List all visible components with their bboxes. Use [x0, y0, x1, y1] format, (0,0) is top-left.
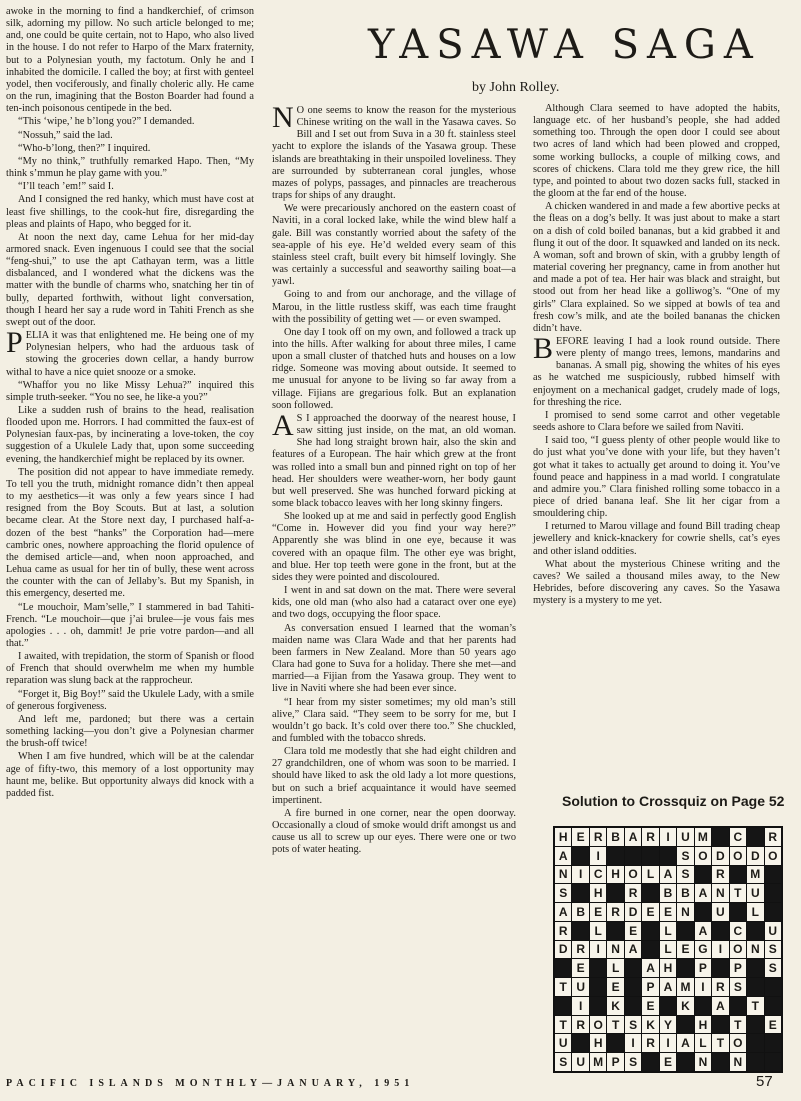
paragraph-text: “This ‘wipe,’ he b’long you?” I demanded. [18, 116, 195, 128]
article-paragraph [272, 408, 516, 510]
crossword-cell: E [660, 903, 676, 921]
crossword-cell: R [607, 903, 623, 921]
crossword-block [625, 997, 641, 1015]
crossword-cell: A [677, 1034, 693, 1052]
crossword-block [695, 903, 711, 921]
paragraph-text: I returned to Marou village and found Bill trading cheap jewellery and knick-knackery for cowrie shells, cat’s eyes and other island oddities. [533, 521, 780, 557]
article-paragraph [272, 203, 516, 288]
crossword-cell: C [590, 866, 606, 884]
crossword-cell: H [590, 1034, 606, 1052]
crossword-cell: U [572, 978, 588, 996]
crossword-block [677, 959, 693, 977]
paragraph-text: A fire burned in one corner, near the open doorway. Occasionally a cloud of smoke would drift amongst us and cause us all to screw up our eyes. There were one or two pots of water heating. [272, 807, 516, 856]
article-column-3 [533, 103, 780, 608]
crossword-cell: U [555, 1034, 571, 1052]
crossword-cell: E [590, 903, 606, 921]
crossword-block [555, 997, 571, 1015]
article-paragraph [6, 651, 254, 687]
paragraph-text: I awaited, with trepidation, the storm of Spanish or flood of French that should overwhelm me when my humble reparation was slung back at the rapprocheur. [6, 651, 254, 687]
crossword-grid [553, 826, 783, 1073]
crossword-block [625, 959, 641, 977]
crossword-cell: L [747, 903, 763, 921]
paragraph-text: “Forget it, Big Boy!” said the Ukulele Lady, with a smile of generous forgiveness. [6, 688, 254, 712]
paragraph-text: As conversation ensued I learned that the woman’s maiden name was Clara Wade and that her parents had been farmers in New Zealand. More than 50 years ago Clara had gone to Suva for a holiday. There she met—and married—a Fijian from the Yasawa group. They went to live in Naviti where she had been ever since. [272, 622, 516, 695]
crossword-cell: T [555, 1016, 571, 1034]
crossword-cell: T [712, 1034, 728, 1052]
crossword-cell: P [695, 959, 711, 977]
crossword-block [747, 922, 763, 940]
crossword-cell: H [590, 884, 606, 902]
crossword-cell: I [590, 847, 606, 865]
paragraph-text: awoke in the morning to find a handkerchief, of crimson silk, adorning my pillow. No such article belonged to me; and, one could be quite certain, not to Hapo, who also lived in the house. I do not refer to Harpo of the Marx fraternity, but to a Polynesian youth, my factotum. Only he and I inhabited the domicile. I called the boy; at first with genteel yodel, then vociferously, and finally choleric ally. He came on the run, imagining that the Boston Boarder had found a ten-inch poisonous centipede in the bed. [6, 6, 254, 115]
crossword-block [660, 997, 676, 1015]
crossword-block [695, 997, 711, 1015]
article-paragraph [533, 410, 780, 434]
paragraph-text: “Who-b’long, then?” I inquired. [18, 142, 151, 154]
crossword-block [765, 866, 781, 884]
crossword-cell: R [625, 884, 641, 902]
crossword-cell: E [642, 997, 658, 1015]
crossword-cell: K [607, 997, 623, 1015]
crossword-cell: E [765, 1016, 781, 1034]
crossword-cell: H [555, 828, 571, 846]
crossword-block [625, 847, 641, 865]
crossword-block [642, 847, 658, 865]
crossword-cell: L [660, 941, 676, 959]
paragraph-text: I said too, “I guess plenty of other people would like to do just what you’ve done with your life, but they haven’t got what it takes to actually get around to doing it. You’ve found peace and happiness in a mad world. I congratulate and admire you.” Clara finished rolling some tobacco in a piece of dried banana leaf. She lit her cigar from a smouldering chip. [533, 435, 780, 520]
crossword-block [747, 1053, 763, 1071]
crossword-cell: U [572, 1053, 588, 1071]
crossword-cell: E [677, 941, 693, 959]
crossword-cell: R [555, 922, 571, 940]
crossword-cell: O [730, 847, 746, 865]
drop-cap: B [533, 331, 554, 365]
crossword-cell: B [677, 884, 693, 902]
paragraph-text: Going to and from our anchorage, and the village of Marou, in the little rustless skiff, was each time fraught with the possibility of getting wet — or even swamped. [272, 289, 516, 325]
crossword-cell: K [642, 1016, 658, 1034]
article-paragraph [533, 559, 780, 608]
crossword-cell: L [590, 922, 606, 940]
crossword-cell: T [747, 997, 763, 1015]
crossword-block [677, 922, 693, 940]
article-paragraph [533, 521, 780, 557]
crossword-cell: Y [660, 1016, 676, 1034]
paragraph-text: A chicken wandered in and made a few abortive pecks at the fleas on a dog’s belly. It was just about to make a start on a dish of cold boiled bananas, but a kid grabbed it and flung it out of the door. It squawked and landed on its neck. A woman, soft and brown of skin, with a grubby length of material covering her pregnancy, came in from another hut and made a pot of tea. Her hair was black and straight, but stood out from her head like a golliwog’s. “One of my girls” Clara explained. So we sipped at bowls of tea and fresh cow’s milk, and ate the boiled bananas the chicken didn’t have. [533, 201, 780, 334]
crossword-cell: M [695, 828, 711, 846]
drop-cap: P [6, 326, 23, 360]
paragraph-text: The position did not appear to have immediate remedy. To tell you the truth, midnight romance didn’t then appeal to my aesthetics—it was only a few years since I had resigned from the Boy Scouts. But at last, a solution became clear. At the Store next day, I purchased half-a-dozen of the best “hanks” the Corporation had—mere cambric ones, nowhere approaching the florid opulence of the demised article—and, when noon approached, and Lehua came as usual for her tin of bully, these went across the counter with the can of Jellaby’s. But my Spanish, in this emergency, deserted me. [6, 466, 254, 600]
crossword-cell: T [555, 978, 571, 996]
crossword-cell: H [607, 866, 623, 884]
crossword-cell: A [712, 997, 728, 1015]
crossword-cell: A [555, 903, 571, 921]
article-byline: by John Rolley. [472, 80, 560, 95]
crossword-cell: T [730, 884, 746, 902]
article-paragraph [6, 116, 254, 128]
article-column-2 [272, 101, 516, 858]
crossword-block [572, 922, 588, 940]
crossword-cell: L [607, 959, 623, 977]
article-paragraph [272, 808, 516, 857]
crossword-cell: G [695, 941, 711, 959]
article-paragraph [533, 331, 780, 409]
article-paragraph [533, 201, 780, 335]
article-column-1 [6, 6, 254, 801]
crossword-block [677, 1016, 693, 1034]
crossword-cell: M [590, 1053, 606, 1071]
crossword-cell: H [660, 959, 676, 977]
crossword-cell: P [642, 978, 658, 996]
crossword-block [765, 903, 781, 921]
paragraph-text: And I consigned the red hanky, which must have cost at least five shillings, to the cook-hut fire, disregarding the pleas and plaints of Hapo, who begged for it. [6, 194, 254, 230]
paragraph-text: “Le mouchoir, Mam’selle,” I stammered in bad Tahiti-French. “Le mouchoir—que j’ai brulee—je vous fais mes apologies . . . oh, dammit! Je prie votre pardon—and all that.” [6, 601, 254, 649]
crossword-cell: K [677, 997, 693, 1015]
crossword-block [660, 847, 676, 865]
paragraph-text: At noon the next day, came Lehua for her mid-day armored snack. Even ingenuous I could see that the social “feng-shui,” to use the apt Cathayan term, was a little disbalanced, and I wondered what the dickens was the matter with the bundle of charms who, snatching her tin of bully, departed forthwith, without light conversation, though I heard her say a rude word in Tahiti French as she swept out of the door. [6, 231, 254, 328]
crossword-block [712, 959, 728, 977]
crossword-cell: D [555, 941, 571, 959]
crossword-cell: I [625, 1034, 641, 1052]
crossword-cell: A [660, 866, 676, 884]
crossword-block [572, 1034, 588, 1052]
crossword-block [730, 903, 746, 921]
crossword-block [572, 884, 588, 902]
crossword-block [607, 847, 623, 865]
crossword-block [730, 997, 746, 1015]
crossword-cell: D [747, 847, 763, 865]
crossword-block [712, 922, 728, 940]
crossword-cell: R [712, 978, 728, 996]
crossword-block [642, 884, 658, 902]
crossword-block [572, 847, 588, 865]
crossword-cell: O [625, 866, 641, 884]
crossword-cell: R [590, 828, 606, 846]
crossword-block [712, 828, 728, 846]
crossword-block [765, 1053, 781, 1071]
crossword-cell: P [730, 959, 746, 977]
crossword-cell: R [642, 828, 658, 846]
paragraph-text: When I am five hundred, which will be at the calendar age of fifty-two, this memory of a lost opportunity may haunt me, belike. But opportunity always did knock with a padded fist. [6, 751, 254, 799]
paragraph-text: “Whaffor you no like Missy Lehua?” inquired this simple truth-seeker. “You no see, he like-a you?” [6, 379, 254, 403]
drop-cap: N [272, 101, 294, 134]
crossword-block [765, 1034, 781, 1052]
crossword-cell: M [747, 866, 763, 884]
crossword-block [747, 978, 763, 996]
article-paragraph [6, 714, 254, 750]
crossword-cell: U [747, 884, 763, 902]
paragraph-text: “Nossuh,” said the lad. [18, 129, 113, 141]
crossword-block [765, 997, 781, 1015]
crossword-cell: L [642, 866, 658, 884]
crossword-cell: I [660, 1034, 676, 1052]
crossword-cell: H [695, 1016, 711, 1034]
article-paragraph [6, 143, 254, 155]
crossword-cell: S [555, 884, 571, 902]
crossword-block [730, 866, 746, 884]
crossword-cell: D [712, 847, 728, 865]
crossword-block [590, 959, 606, 977]
crossword-cell: P [607, 1053, 623, 1071]
article-paragraph [272, 746, 516, 807]
crossword-block [765, 978, 781, 996]
crossword-cell: B [660, 884, 676, 902]
crossword-cell: O [730, 941, 746, 959]
crossword-cell: N [695, 1053, 711, 1071]
crossword-block [642, 1053, 658, 1071]
crossword-cell: E [660, 1053, 676, 1071]
crossword-cell: N [677, 903, 693, 921]
crossword-cell: N [747, 941, 763, 959]
crossword-block [747, 828, 763, 846]
article-paragraph [6, 181, 254, 193]
article-paragraph [6, 467, 254, 601]
crossword-cell: E [607, 978, 623, 996]
crossword-block [747, 1016, 763, 1034]
article-paragraph [533, 435, 780, 520]
crossword-block [747, 959, 763, 977]
crossword-cell: A [625, 941, 641, 959]
crossword-cell: I [660, 828, 676, 846]
crossword-cell: B [607, 828, 623, 846]
page-number: 57 [756, 1073, 773, 1090]
article-paragraph [6, 232, 254, 329]
drop-cap: A [272, 408, 294, 442]
article-paragraph [6, 751, 254, 800]
crossword-block [765, 884, 781, 902]
crossword-block [677, 1053, 693, 1071]
crossword-cell: U [712, 903, 728, 921]
crossword-block [712, 1053, 728, 1071]
crossword-cell: S [625, 1016, 641, 1034]
paragraph-text: She looked up at me and said in perfectly good English “Come in. However did you find your way here?” Apparently she was blind in one eye, because it was covered with an opaque film. The other eye was bright, and blue. Her top teeth were gone in the front, but at the sides they were pointed and discoloured. [272, 511, 516, 583]
crossword-cell: I [572, 866, 588, 884]
article-paragraph [272, 697, 516, 746]
article-paragraph [6, 602, 254, 651]
crossword-cell: R [572, 1016, 588, 1034]
crossword-cell: L [695, 1034, 711, 1052]
paragraph-text: S I approached the doorway of the nearest house, I saw sitting just inside, on the mat, an old woman. She had long straight brown hair, also the skin and features of a European. The hair which grew at the front was rolled into a small bun and pinned right on top of her head. Her shoulders were weather-worn, her body gaunt but well preserved. She was hunched forward picking at some black tobacco leaves with her long skinny fingers. [272, 412, 516, 509]
crossword-cell: I [695, 978, 711, 996]
crossword-cell: S [730, 978, 746, 996]
article-paragraph [272, 327, 516, 412]
paragraph-text: Although Clara seemed to have adopted the habits, language etc. of her husband’s people, she had added something too. Through the open door I could see about two acres of land which had been plowed and cropped, some working bullocks, a couple of milking cows, and scores of chickens. Clara told me they grew rice, the hill type, and pointed to about two dozen sacks full, stacked in the gloom at the far end of the house. [533, 103, 780, 200]
crossword-cell: S [765, 941, 781, 959]
crossword-cell: O [695, 847, 711, 865]
paragraph-text: “My no think,” truthfully remarked Hapo. Then, “My think s’mmun he play game with you.” [6, 155, 254, 180]
crossword-cell: T [607, 1016, 623, 1034]
crossword-cell: C [730, 828, 746, 846]
paragraph-text: I went in and sat down on the mat. There were several kids, one old man (who also had a cataract over one eye) and two dogs, occupying the floor space. [272, 585, 516, 621]
crossword-cell: C [730, 922, 746, 940]
paragraph-text: We were precariously anchored on the eastern coast of Naviti, in a coral locked lake, while the wind blew half a gale. Bill was constantly worried about the safety of the sea-apple of his eye. He’d welded every seam of this stainless steel craft, built every bit himself lovingly. She was certainly a successful and seaworthy sailing boat—a yawl. [272, 203, 516, 288]
paragraph-text: I promised to send some carrot and other vegetable seeds ashore to Clara before we sailed from Naviti. [533, 409, 780, 434]
article-paragraph [6, 156, 254, 180]
article-paragraph [6, 326, 254, 379]
article-paragraph [272, 101, 516, 202]
crossword-cell: E [625, 922, 641, 940]
crossword-block [747, 1034, 763, 1052]
crossword-cell: R [712, 866, 728, 884]
crossword-block [695, 866, 711, 884]
paragraph-text: ELIA it was that enlightened me. He being one of my Polynesian helpers, who had the arduous task of stowing the groceries down cellar, a handy burrow withal to have a nice quiet snooze or a smoke. [6, 330, 254, 378]
crossword-cell: I [590, 941, 606, 959]
crossword-cell: A [642, 959, 658, 977]
crossword-cell: O [590, 1016, 606, 1034]
article-paragraph [6, 194, 254, 230]
paragraph-text: EFORE leaving I had a look round outside. There were plenty of mango trees, lemons, mandarins and bananas. A small pig, showing the whites of his eyes as he watched me suspiciously, rubbed himself with enjoyment on a mechanical gadget, crudely made of logs, for threshing the rice. [533, 335, 780, 408]
crossword-block [590, 978, 606, 996]
article-paragraph [6, 130, 254, 142]
crossword-cell: N [607, 941, 623, 959]
crossword-cell: A [555, 847, 571, 865]
crossword-cell: R [572, 941, 588, 959]
crossword-cell: E [572, 828, 588, 846]
article-paragraph [272, 585, 516, 621]
crossword-block [590, 997, 606, 1015]
page-footer-magazine: PACIFIC ISLANDS MONTHLY—JANUARY, 1951 [6, 1078, 415, 1089]
paragraph-text: And left me, pardoned; but there was a certain something lacking—you don’t give a Polynesian charmer the brush-off twice! [6, 713, 254, 750]
crossword-cell: T [730, 1016, 746, 1034]
crossword-cell: N [712, 884, 728, 902]
crossword-cell: U [765, 922, 781, 940]
crossword-cell: I [712, 941, 728, 959]
article-paragraph [6, 405, 254, 466]
crossword-cell: S [677, 847, 693, 865]
crossword-cell: E [642, 903, 658, 921]
article-paragraph [6, 380, 254, 404]
crossword-cell: M [677, 978, 693, 996]
article-paragraph [272, 511, 516, 584]
article-paragraph [6, 689, 254, 713]
article-paragraph [6, 6, 254, 115]
article-paragraph [272, 289, 516, 325]
crossword-cell: A [695, 884, 711, 902]
crossword-cell: N [730, 1053, 746, 1071]
article-paragraph [272, 623, 516, 696]
crossword-cell: A [695, 922, 711, 940]
article-title: YASAWA SAGA [368, 22, 761, 68]
crossword-block [642, 922, 658, 940]
crossword-cell: O [765, 847, 781, 865]
crossword-cell: E [572, 959, 588, 977]
crossword-block [555, 959, 571, 977]
crossword-cell: I [572, 997, 588, 1015]
crossword-cell: N [555, 866, 571, 884]
paragraph-text: Like a sudden rush of brains to the head, realisation flooded upon me. Horrors. I had committed the faux-est of Polynesian faux-pas, by incinerating a love-token, the coy suggestion of a Ukulele Lady that, upon some succeeding evening, the handkerchief might be replaced by its owner. [6, 405, 254, 465]
crossword-block [642, 941, 658, 959]
crossword-cell: O [730, 1034, 746, 1052]
crossword-cell: R [765, 828, 781, 846]
crossword-cell: S [677, 866, 693, 884]
crossword-block [625, 978, 641, 996]
crossword-cell: A [660, 978, 676, 996]
crossword-cell: A [625, 828, 641, 846]
crossword-cell: S [555, 1053, 571, 1071]
crossword-cell: L [660, 922, 676, 940]
paragraph-text: What about the mysterious Chinese writing and the caves? We sailed a thousand miles away, to the New Hebrides, before discovering any caves. So the Yasawa mystery is a mystery to me yet. [533, 558, 780, 607]
article-paragraph [533, 103, 780, 200]
crossword-cell: S [625, 1053, 641, 1071]
paragraph-text: “I hear from my sister sometimes; my old man’s still alive,” Clara said. “They seem to be sorry for me, but I wouldn’t go back. It’s cold over there too.” She chuckled, and fumbled with the tobacco shreds. [272, 696, 516, 744]
crossword-cell: B [572, 903, 588, 921]
crossword-cell: R [642, 1034, 658, 1052]
crossword-cell: U [677, 828, 693, 846]
crossword-cell: D [625, 903, 641, 921]
crossword-block [607, 884, 623, 902]
crossword-block [607, 922, 623, 940]
crossword-block [607, 1034, 623, 1052]
crossword-solution-heading: Solution to Crossquiz on Page 52 [562, 793, 785, 809]
paragraph-text: Clara told me modestly that she had eight children and 27 grandchildren, one of whom was soon to be married. I should have liked to ask the old lady a lot more questions, but on such a brief acquaintance it would have seemed impertinent. [272, 746, 516, 806]
paragraph-text: “I’ll teach ’em!” said I. [18, 181, 114, 193]
crossword-cell: S [765, 959, 781, 977]
crossword-block [712, 1016, 728, 1034]
paragraph-text: O one seems to know the reason for the mysterious Chinese writing on the wall in the Yasawa caves. So Bill and I set out from Suva in a 30 ft. stainless steel yacht to explore the islands of the Yasawa group. These islands are breathtaking in their unspoiled loveliness. They are surrounded by subterranean coral jungles, whose mazes of polyps, passages, and pinnacles are treacherous traps for ships of any draught. [272, 105, 516, 202]
paragraph-text: One day I took off on my own, and followed a track up into the hills. After walking for about three miles, I came upon a small cluster of thatched huts and houses on a low ridge. Someone was moving about outside. It seemed to me unusual for anyone to be living so far away from a village. Fijians are gregarious folk. But an explanation soon followed. [272, 326, 516, 411]
